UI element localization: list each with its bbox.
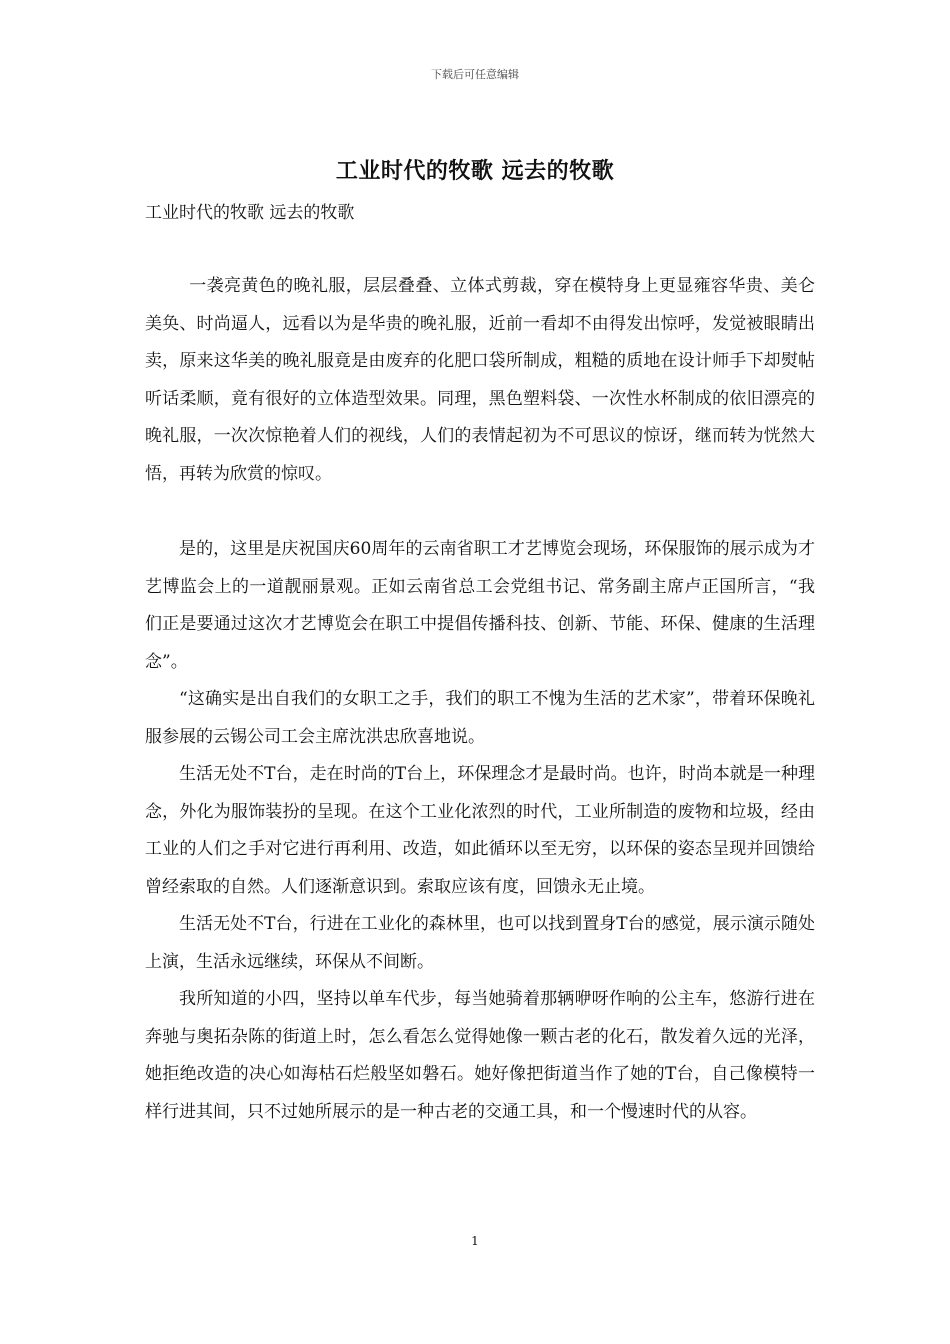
- paragraph-6: 我所知道的小四，坚持以单车代步，每当她骑着那辆咿呀作响的公主车，悠游行进在奔驰与奥拓杂陈的街道上时，怎么看怎么觉得她像一颗古老的化石，散发着久远的光泽，她拒绝改造的决心如海枯石烂般坚如磐石。她好像把街道当作了她的T台，自己像模特一样行进其间，只不过她所展示的是一种古老的交通工具，和一个慢速时代的从容。: [145, 989, 815, 1122]
- header-note: 下载后可任意编辑: [431, 68, 519, 81]
- document-body: [145, 268, 815, 1131]
- paragraph-1: 一袭亮黄色的晚礼服，层层叠叠、立体式剪裁，穿在模特身上更显雍容华贵、美仑美奂、时尚逼人，远看以为是华贵的晚礼服，近前一看却不由得发出惊呼，发觉被眼睛出卖，原来这华美的晚礼服竟是由废弃的化肥口袋所制成，粗糙的质地在设计师手下却熨帖听话柔顺，竟有很好的立体造型效果。同理，黑色塑料袋、一次性水杯制成的依旧漂亮的晚礼服，一次次惊艳着人们的视线，人们的表情起初为不可思议的惊讶，继而转为恍然大悟，再转为欣赏的惊叹。: [145, 276, 815, 484]
- paragraph-3: “这确实是出自我们的女职工之手，我们的职工不愧为生活的艺术家”，带着环保晚礼服参展的云锡公司工会主席沈洪忠欣喜地说。: [145, 689, 815, 747]
- paragraph-2: 是的，这里是庆祝国庆60周年的云南省职工才艺博览会现场，环保服饰的展示成为才艺博监会上的一道靓丽景观。正如云南省总工会党组书记、常务副主席卢正国所言，“我们正是要通过这次才艺博览会在职工中提倡传播科技、创新、节能、环保、健康的生活理念”。: [145, 539, 815, 672]
- document-subtitle: 工业时代的牧歌 远去的牧歌: [145, 203, 355, 223]
- paragraph-4: 生活无处不T台，走在时尚的T台上，环保理念才是最时尚。也许，时尚本就是一种理念，外化为服饰装扮的呈现。在这个工业化浓烈的时代，工业所制造的废物和垃圾，经由工业的人们之手对它进行再利用、改造，如此循环以至无穷，以环保的姿态呈现并回馈给曾经索取的自然。人们逐渐意识到。索取应该有度，回馈永无止境。: [145, 764, 815, 897]
- page-number: 1: [471, 1234, 479, 1248]
- document-title: 工业时代的牧歌 远去的牧歌: [335, 158, 615, 184]
- paragraph-5: 生活无处不T台，行进在工业化的森林里，也可以找到置身T台的感觉，展示演示随处上演，生活永远继续，环保从不间断。: [145, 914, 815, 972]
